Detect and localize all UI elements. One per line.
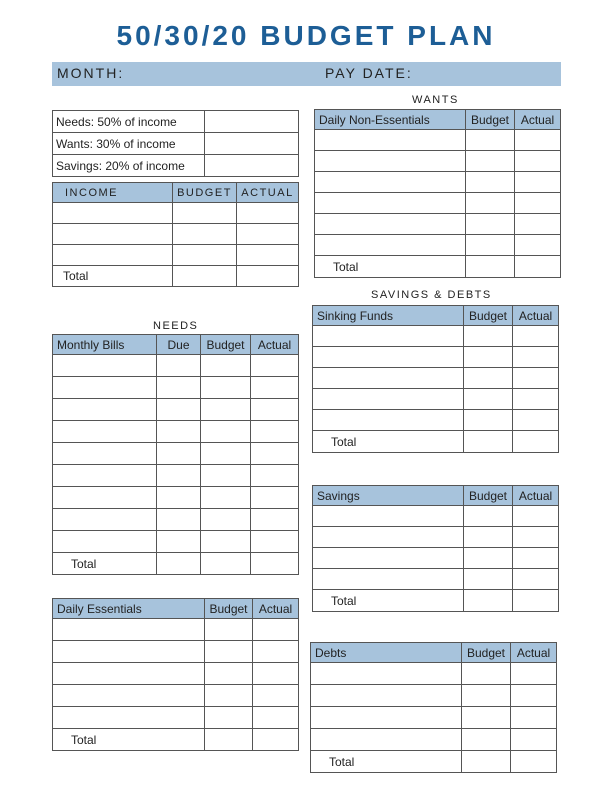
- table-row: [53, 377, 299, 399]
- table-row: [311, 663, 557, 685]
- actual-header: Actual: [511, 643, 557, 663]
- header-bar: [52, 62, 561, 86]
- total-row: [53, 729, 299, 751]
- table-row: [53, 531, 299, 553]
- actual-header: Actual: [513, 486, 559, 506]
- table-row: [313, 506, 559, 527]
- actual-header: Actual: [513, 306, 559, 326]
- actual-header: Actual: [251, 335, 299, 355]
- page-title: 50/30/20 BUDGET PLAN: [116, 20, 496, 51]
- needs-section-label: NEEDS: [153, 320, 199, 332]
- table-row: [315, 193, 561, 214]
- table-row: [313, 569, 559, 590]
- table-row: [53, 203, 299, 224]
- actual-header: Actual: [253, 599, 299, 619]
- table-row: [313, 368, 559, 389]
- monthly-bills-table: [52, 334, 299, 575]
- percent-value[interactable]: [205, 155, 299, 177]
- table-row: [53, 355, 299, 377]
- budget-header: Budget: [201, 335, 251, 355]
- actual-header: Actual: [515, 110, 561, 130]
- table-row: [311, 707, 557, 729]
- total-label: Total: [315, 256, 466, 278]
- total-row: [53, 266, 299, 287]
- table-row: [53, 421, 299, 443]
- table-row: [53, 619, 299, 641]
- total-label: Total: [313, 431, 464, 453]
- table-row: [53, 465, 299, 487]
- budget-header: Budget: [205, 599, 253, 619]
- total-row: [315, 256, 561, 278]
- total-row: [311, 751, 557, 773]
- percentages-table: [52, 110, 299, 177]
- table-row: [53, 707, 299, 729]
- table-row: [313, 326, 559, 347]
- monthly-bills-header: Monthly Bills: [53, 335, 157, 355]
- table-row: [313, 389, 559, 410]
- table-row: [53, 641, 299, 663]
- debts-header: Debts: [311, 643, 462, 663]
- month-label: MONTH:: [57, 65, 125, 81]
- total-row: [313, 590, 559, 612]
- percent-label: Savings: 20% of income: [53, 155, 205, 177]
- total-row: [313, 431, 559, 453]
- debts-table: [310, 642, 557, 773]
- table-row: [53, 663, 299, 685]
- table-row: [53, 487, 299, 509]
- table-row: [53, 685, 299, 707]
- daily-essentials-table: [52, 598, 299, 751]
- budget-header: Budget: [462, 643, 511, 663]
- table-row: [311, 685, 557, 707]
- total-row: [53, 553, 299, 575]
- table-row: [311, 729, 557, 751]
- table-row: [313, 527, 559, 548]
- table-row: [315, 130, 561, 151]
- table-row: [313, 347, 559, 368]
- table-row: [315, 235, 561, 256]
- daily-non-essentials-header: Daily Non-Essentials: [315, 110, 466, 130]
- table-row: [53, 509, 299, 531]
- percent-value[interactable]: [205, 133, 299, 155]
- total-label: Total: [53, 729, 205, 751]
- table-row: [53, 443, 299, 465]
- table-row: [313, 548, 559, 569]
- table-row: [53, 399, 299, 421]
- budget-header: Budget: [464, 306, 513, 326]
- sinking-funds-table: [312, 305, 559, 453]
- pay-date-label: PAY DATE:: [325, 65, 413, 81]
- income-table: [52, 182, 299, 287]
- table-row: [53, 245, 299, 266]
- budget-header: Budget: [466, 110, 515, 130]
- budget-header: Budget: [464, 486, 513, 506]
- total-label: Total: [313, 590, 464, 612]
- percent-label: Wants: 30% of income: [53, 133, 205, 155]
- budget-header: BUDGET: [173, 183, 237, 203]
- total-label: Total: [53, 553, 157, 575]
- actual-header: ACTUAL: [237, 183, 299, 203]
- percent-label: Needs: 50% of income: [53, 111, 205, 133]
- table-row: [315, 214, 561, 235]
- percent-value[interactable]: [205, 111, 299, 133]
- due-header: Due: [157, 335, 201, 355]
- table-row: [315, 151, 561, 172]
- savings-table: [312, 485, 559, 612]
- savings-debts-section-label: SAVINGS & DEBTS: [371, 289, 492, 301]
- total-label: Total: [311, 751, 462, 773]
- income-header: INCOME: [53, 183, 173, 203]
- table-row: [53, 224, 299, 245]
- savings-header: Savings: [313, 486, 464, 506]
- sinking-funds-header: Sinking Funds: [313, 306, 464, 326]
- total-label: Total: [53, 266, 173, 287]
- daily-essentials-header: Daily Essentials: [53, 599, 205, 619]
- daily-non-essentials-table: [314, 109, 561, 278]
- wants-section-label: WANTS: [412, 94, 459, 106]
- table-row: [313, 410, 559, 431]
- table-row: [315, 172, 561, 193]
